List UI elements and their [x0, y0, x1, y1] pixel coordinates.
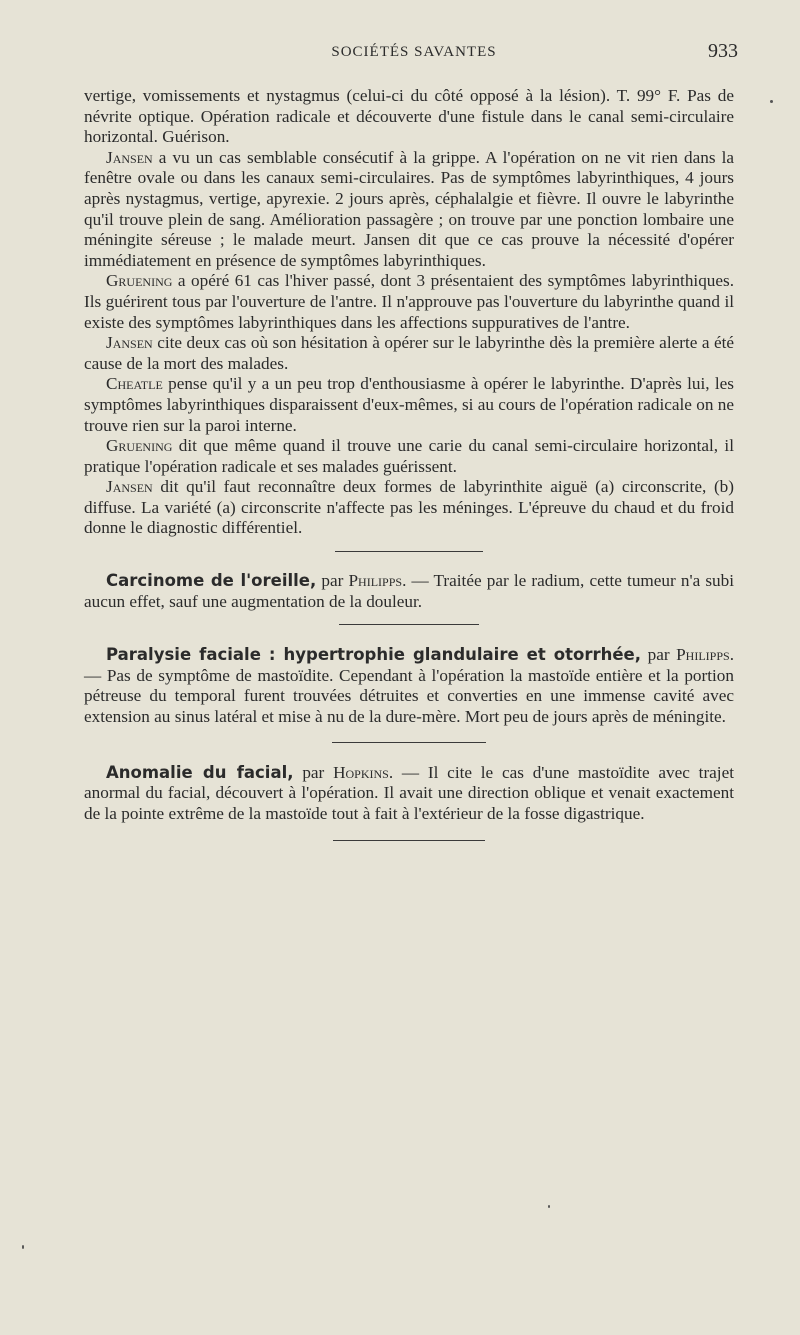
speaker-name: Jansen: [106, 477, 153, 497]
paragraph-text: cite deux cas où son hésitation à opérer sur le labyrinthe dès la première alerte a été cause de la mort des malades.: [84, 333, 734, 373]
section-title: Carcinome de l'oreille,: [106, 571, 317, 591]
section-carcinome: [84, 571, 734, 612]
paragraph-text: dit qu'il faut reconnaître deux formes de labyrinthite aiguë (a) circonscrite, (b) diffuse. La variété (a) circonscrite n'affecte pas les méninges. L'épreuve du chaud et du froid donne le diagnostic différentiel.: [84, 477, 734, 538]
section-divider: [332, 742, 486, 743]
paragraph-jansen-2: [84, 333, 734, 374]
by-word: par: [641, 645, 677, 665]
speaker-name: Gruening: [106, 436, 173, 456]
scan-speck: [548, 1205, 550, 1208]
speaker-name: Cheatle: [106, 374, 163, 394]
section-title: Anomalie du facial,: [106, 762, 294, 782]
author-name: Philipps: [348, 571, 403, 591]
paragraph-gruening-1: [84, 271, 734, 333]
paragraph-gruening-2: [84, 436, 734, 477]
speaker-name: Jansen: [106, 333, 153, 353]
section-paralysie: [84, 645, 734, 727]
section-divider: [339, 624, 479, 625]
page-header: [90, 40, 738, 70]
by-word: par: [293, 762, 334, 782]
running-head: SOCIÉTÉS SAVANTES: [331, 44, 497, 60]
paragraph-jansen-1: [84, 148, 734, 272]
paragraph-text: a vu un cas semblable consécutif à la grippe. A l'opération on ne vit rien dans la fenêtre ovale ou dans les canaux semi-circulaires. Pas de symptômes labyrinthiques, 4 jours après nystagmus, vertige, apyrexie. 2 jours après, céphalalgie et fièvre. Il ouvre le labyrinthe qu'il trouve plein de sang. Amélioration passagère ; on trouve par une ponction lombaire une méningite séreuse ; le malade meurt. Jansen dit que ce cas prouve la nécessité d'opérer immédiatement en présence de symptômes labyrinthiques.: [84, 147, 734, 270]
by-word: par: [316, 571, 349, 591]
paragraph-continuation: vertige, vomissements et nystagmus (celui-ci du côté opposé à la lésion). T. 99° F. Pas de névrite optique. Opération radicale et découverte d'une fistule dans le canal semi-circulaire horizontal. Guérison.: [84, 86, 734, 147]
speaker-name: Jansen: [106, 147, 153, 167]
paragraph-text: a opéré 61 cas l'hiver passé, dont 3 présentaient des symptômes labyrinthiques. Ils guérirent tous par l'ouverture de l'antre. Il n'approuve pas l'ouverture du labyrinthe quand il existe des symptômes labyrinthiques dans les affections suppuratives de l'antre.: [84, 271, 734, 332]
section-text: . — Traitée par le radium, cette tumeur n'a subi aucun effet, sauf une augmentation de la douleur.: [84, 571, 734, 611]
section-text: . — Pas de symptôme de mastoïdite. Cependant à l'opération la mastoïde entière et la portion pétreuse du temporal furent trouvées détruites et converties en une immense cavité avec extension au sinus latéral et mise à nu de la dure-mère. Mort peu de jours après de méningite.: [84, 645, 734, 727]
author-name: Philipps: [676, 645, 730, 665]
author-name: Hopkins: [333, 762, 389, 782]
section-anomalie: [84, 763, 734, 825]
page-number: 933: [708, 40, 738, 62]
section-text: . — Il cite le cas d'une mastoïdite avec trajet anormal du facial, découvert à l'opération. Il avait une direction oblique et venait exactement de la pointe extrême de la mastoïde tout à fait à l'extérieur de la fosse digastrique.: [84, 762, 734, 823]
paragraph-cheatle: [84, 374, 734, 436]
paragraph-text: pense qu'il y a un peu trop d'enthousiasme à opérer le labyrinthe. D'après lui, les symptômes labyrinthiques disparaissent d'eux-mêmes, si au cours de l'opération radicale on ne trouve rien sur la paroi interne.: [84, 374, 734, 435]
section-title: Paralysie faciale : hypertrophie glandulaire et otorrhée,: [106, 645, 642, 665]
speaker-name: Gruening: [106, 271, 173, 291]
article-body: [84, 86, 734, 841]
scan-speck: [22, 1245, 24, 1249]
section-divider: [335, 551, 483, 552]
paragraph-text: dit que même quand il trouve une carie du canal semi-circulaire horizontal, il pratique l'opération radicale et ses malades guérissent.: [84, 436, 734, 476]
section-divider: [333, 840, 485, 841]
paragraph-jansen-3: [84, 477, 734, 539]
scan-speck: [770, 100, 773, 103]
